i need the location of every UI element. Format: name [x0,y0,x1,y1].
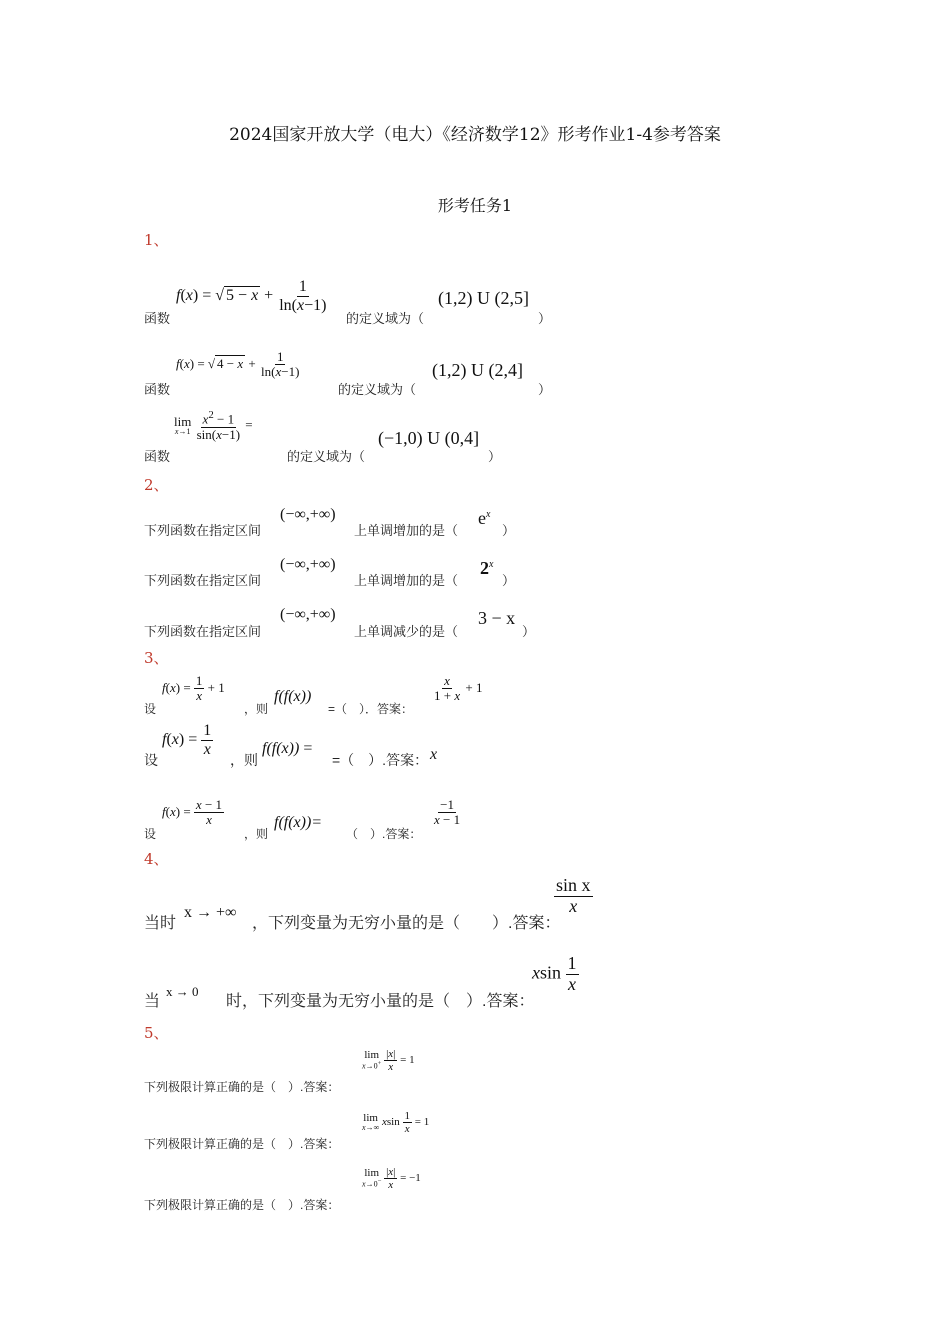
q3-item-2-formula: f(x) = $\frac{1}{x}$ [162,722,212,758]
q3-item-3-then: ，则 [244,827,269,841]
q3-item-2 [144,720,544,768]
q5-item-2 [144,1110,564,1150]
q3-item-2-answer: x [430,746,438,763]
q1-item-1 [144,272,564,327]
q3-item-3-fx: f(f(x))= [274,814,323,831]
q1-item-3 [144,410,564,466]
q4-item-1-prefix: 当时 [144,915,177,932]
q1-item-1-formula: f(x) = √ 5 − x + $\frac{1}{\ln(x-1)}$ [176,278,327,314]
q5-item-1-text: 下列极限计算正确的是（ ）.答案： [144,1080,340,1094]
q1-item-1-mid: 的定义域为（ [346,312,425,327]
q2-item-3-answer: 3 − x [478,608,516,628]
q5-item-1 [144,1048,564,1092]
q3-item-3-blank: （ ）.答案： [346,827,422,841]
q2-item-2-prefix: 下列函数在指定区间 [144,574,262,589]
q3-item-1-formula: f(x) = $\frac{1}{x}$ + 1 [162,673,225,704]
q3-item-3 [144,796,544,842]
q2-item-2 [144,554,544,588]
q5-item-2-answer: lim x→∞ xsin $\frac{1}{x}$ = 1 [362,1110,430,1136]
question-number-2: 2、 [144,476,169,494]
q3-item-1-answer: $\frac{x}{1 + x}$ + 1 [434,673,483,704]
q5-item-3-answer: lim x→0− $\frac{|x|}{x}$ = −1 [362,1166,421,1192]
q1-item-3-prefix: 函数 [144,450,171,465]
q2-item-1-answer: $e^x$ [478,508,491,528]
q1-item-1-answer: (1,2) U (2,5] [438,288,529,308]
q3-item-1 [144,674,544,720]
q4-item-1-answer: $\frac{\text{sin x}}{x}$ [556,875,591,916]
q4-item-2-answer: xsin $\frac{1}{x}$ [532,953,577,994]
q1-item-3-formula: lim x→1 $\frac{x^2 - 1}{\sin(x-1)}$ = [174,409,253,442]
q2-item-2-answer: 2$^x$ [480,558,494,578]
q5-item-3 [144,1166,564,1210]
q2-item-1-prefix: 下列函数在指定区间 [144,524,262,539]
q2-item-1-suffix: ） [502,524,516,539]
q3-item-2-blank: =（ ）.答案： [332,752,429,768]
question-number-3: 3、 [144,649,169,667]
q4-item-2-text: 时，下列变量为无穷小量的是（ ）.答案： [226,993,535,1010]
q2-item-3 [144,604,544,638]
q3-item-2-fx: f(f(x)) = [262,740,313,757]
q2-item-2-mid: 上单调增加的是（ [354,574,459,589]
q2-item-2-suffix: ） [502,574,516,589]
q1-item-2 [144,344,564,398]
q3-item-1-blank: =（ ）．答案： [328,702,414,716]
q3-item-1-then: ，则 [244,702,269,716]
q1-item-1-prefix: 函数 [144,312,171,327]
q1-item-3-suffix: ） [488,450,502,465]
q4-item-2 [144,954,624,1010]
q2-item-3-suffix: ） [522,625,536,640]
section-title: 形考任务1 [437,196,513,215]
q1-item-2-prefix: 函数 [144,383,171,398]
q1-item-2-mid: 的定义域为（ [338,383,417,398]
q1-item-2-answer: (1,2) U (2,4] [432,360,523,380]
q1-item-3-answer: (−1,0) U (0,4] [378,428,480,448]
q5-item-3-text: 下列极限计算正确的是（ ）.答案： [144,1198,340,1212]
q1-item-1-suffix: ） [538,312,552,327]
q2-item-3-mid: 上单调减少的是（ [354,625,459,640]
question-number-5: 5、 [144,1024,169,1042]
q2-item-3-prefix: 下列函数在指定区间 [144,625,262,640]
q3-item-2-then: ，则 [230,752,258,768]
q4-item-1 [144,876,624,932]
q2-item-3-interval: (−∞,+∞) [280,606,336,623]
q3-item-3-answer: $\frac{-1}{x - 1}$ [434,797,461,828]
q4-item-1-text: ，下列变量为无穷小量的是（ ）.答案： [252,915,561,932]
q2-item-1-interval: (−∞,+∞) [280,506,336,523]
q1-item-3-mid: 的定义域为（ [287,450,366,465]
q1-item-2-suffix: ） [538,383,552,398]
q3-item-1-fx: f(f(x)) [274,688,312,705]
q5-item-2-text: 下列极限计算正确的是（ ）.答案： [144,1137,340,1151]
q3-item-2-prefix: 设 [144,752,158,768]
q2-item-1 [144,504,544,538]
document-title: 2024国家开放大学（电大）《经济数学12》形考作业1-4参考答案 [229,125,721,145]
q5-item-1-answer: lim x→0+ $\frac{|x|}{x}$ = 1 [362,1048,415,1074]
q4-item-2-var: x → 0 [166,984,199,999]
q3-item-3-prefix: 设 [144,827,157,841]
q2-item-2-interval: (−∞,+∞) [280,556,336,573]
question-number-1: 1、 [144,231,169,249]
question-number-4: 4、 [144,850,169,868]
q2-item-1-mid: 上单调增加的是（ [354,524,459,539]
q3-item-3-formula: f(x) = $\frac{x - 1}{x}$ [162,797,223,828]
q4-item-1-var: x → +∞ [184,904,237,921]
q4-item-2-prefix: 当 [144,993,161,1010]
q3-item-1-prefix: 设 [144,702,157,716]
q1-item-2-formula: f(x) = √ 4 − x + $\frac{1}{\ln(x-1)}$ [176,349,300,380]
